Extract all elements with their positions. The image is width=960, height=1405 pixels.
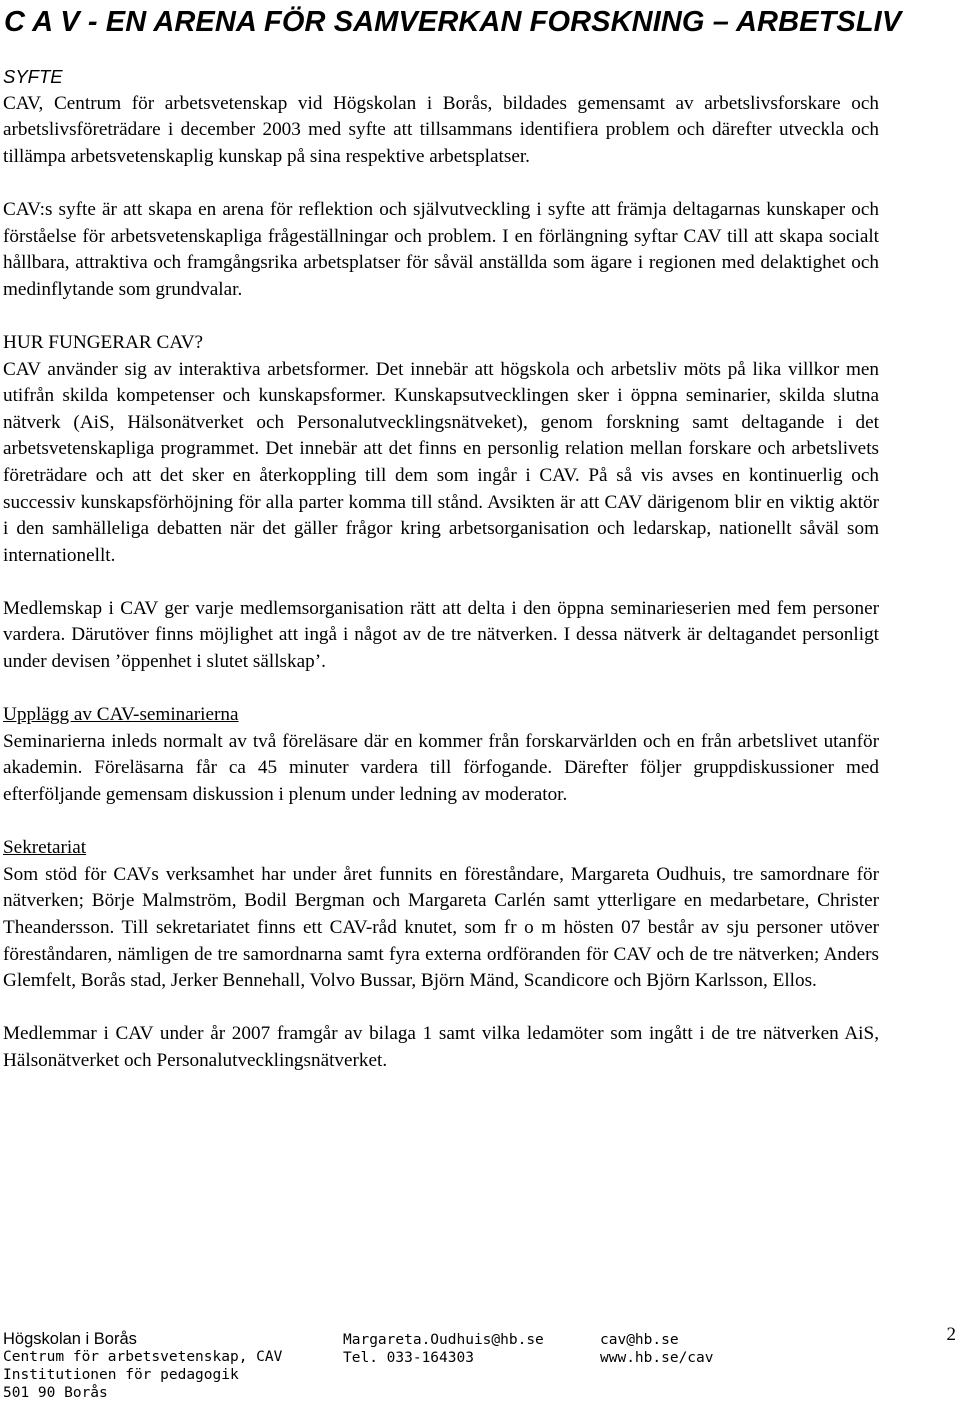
section-syfte-para2: [3, 197, 879, 303]
section-hur-para2: [3, 596, 879, 676]
footer-web: [600, 1330, 714, 1367]
hur-text-1: CAV använder sig av interaktiva arbetsformer. Det innebär att högskola och arbetsliv möts på lika villkor men utifrån skilda kompetenser och kunskapsformer. Kunskapsutvecklingen sker i öppna seminarier, skilda slutna nätverk (AiS, Hälsonätverket och Personalutvecklingsnätveket), genom forskning samt deltagande i det arbetsvetenskapliga programmet. Det innebär att det finns en personlig relation mellan forskare och arbetslivets företrädare och att det sker en återkoppling till dem som ingår i CAV. På så vis avses en kontinuerlig och successiv kunskapsförhöjning för alla parter komma till stånd. Avsikten är att CAV därigenom blir en viktig aktör i den samhälleliga debatten när det gäller frågor kring arbetsorganisation och ledarskap, nationellt såväl som internationellt.: [3, 358, 879, 566]
hur-text-2: Medlemskap i CAV ger varje medlemsorganisation rätt att delta i den öppna seminarieserien med fem personer vardera. Därutöver finns möjlighet att ingå i något av de tre nätverken. I dessa nätverk är deltagandet personligt under devisen ’öppenhet i slutet sällskap’.: [3, 597, 879, 673]
footer-institute: Institutionen för pedagogik: [3, 1367, 239, 1383]
footer-email-link[interactable]: Margareta.Oudhuis@hb.se: [343, 1332, 544, 1348]
section-heading-upplagg: Upplägg av CAV-seminarierna: [3, 704, 239, 726]
footer-contact: [343, 1330, 544, 1367]
footer-address: [3, 1330, 282, 1402]
section-hur-para1: [3, 330, 879, 569]
page-footer: [3, 1324, 958, 1405]
section-sekretariat: [3, 835, 879, 995]
footer-postal-address: 501 90 Borås: [3, 1385, 108, 1401]
footer-website-link[interactable]: www.hb.se/cav: [600, 1350, 714, 1366]
section-medlemmar: [3, 1021, 879, 1074]
section-upplagg: [3, 702, 879, 808]
section-syfte-para1: [3, 64, 879, 170]
syfte-text-2: CAV:s syfte är att skapa en arena för reflektion och självutveckling i syfte att främja deltagarnas kunskaper och förståelse för arbetsvetenskapliga frågeställningar och problem. I en förlängning syftar CAV till att skapa socialt hållbara, attraktiva och framgångsrika arbetsplatser för såväl anställda som ägare i regionen med delaktighet och medinflytande som grundvalar.: [3, 198, 879, 300]
medlemmar-text: Medlemmar i CAV under år 2007 framgår av bilaga 1 samt vilka ledamöter som ingått i de tre nätverken AiS, Hälsonätverket och Personalutvecklingsnätverket.: [3, 1023, 879, 1071]
footer-cav-email-link[interactable]: cav@hb.se: [600, 1332, 679, 1348]
section-heading-sekretariat: Sekretariat: [3, 837, 87, 859]
sekretariat-text: Som stöd för CAVs verksamhet har under året funnits en föreståndare, Margareta Oudhuis, tre samordnare för nätverken; Börje Malmström, Bodil Bergman och Margareta Carlén samt ytterligare en medarbetare, Christer Theandersson. Till sekretariatet finns ett CAV-råd knutet, som fr o m hösten 07 består av sju personer utöver föreståndaren, nämligen de tre samordnarna samt fyra externa ordföranden för CAV och de tre nätverken; Anders Glemfelt, Borås stad, Jerker Bennehall, Volvo Bussar, Björn Mänd, Scandicore och Björn Karlsson, Ellos.: [3, 863, 879, 992]
footer-phone: Tel. 033-164303: [343, 1350, 474, 1366]
footer-department: Centrum för arbetsvetenskap, CAV: [3, 1349, 283, 1365]
document-body: [3, 64, 879, 1101]
upplagg-text: Seminarierna inleds normalt av två föreläsare där en kommer från forskarvärlden och en från arbetslivet utanför akademin. Föreläsarna får ca 45 minuter vardera till förfogande. Därefter följer gruppdiskussioner med efterföljande gemensam diskussion i plenum under ledning av moderator.: [3, 730, 879, 806]
syfte-text-1: CAV, Centrum för arbetsvetenskap vid Högskolan i Borås, bildades gemensamt av arbetslivsforskare och arbetslivsföreträdare i december 2003 med syfte att tillsammans identifiera problem och därefter utveckla och tillämpa arbetsvetenskaplig kunskap på sina respektive arbetsplatser.: [3, 92, 879, 167]
footer-institution-name: Högskolan i Borås: [3, 1330, 137, 1348]
page-number: 2: [946, 1324, 956, 1345]
section-heading-hur: HUR FUNGERAR CAV?: [3, 331, 204, 353]
document-title: C A V - EN ARENA FÖR SAMVERKAN FORSKNING – ARBETSLIV: [4, 6, 902, 38]
section-heading-syfte: SYFTE: [3, 66, 63, 87]
